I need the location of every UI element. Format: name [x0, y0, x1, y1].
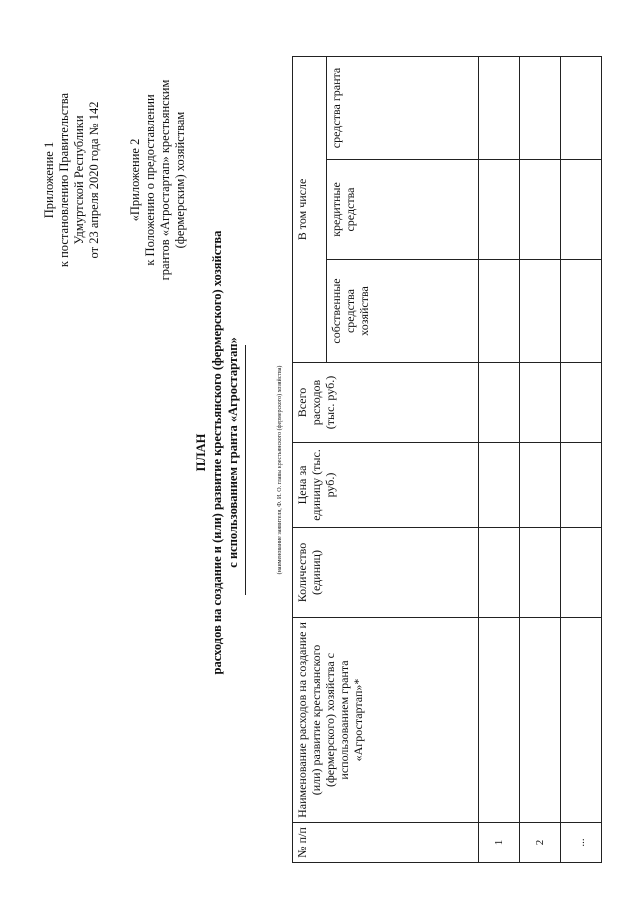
- table-cell: [561, 618, 602, 823]
- plan-title-line: ПЛАН: [194, 433, 208, 472]
- header-expense-name: Наименование расходов на создание и (или) развитие крестьянского (фермерского) хозяйства с использованием гранта «Агростартап»*: [293, 618, 479, 823]
- appendix-1-line: Приложение 1: [42, 141, 56, 219]
- header-own-funds: собственные средства хозяйства: [327, 260, 479, 363]
- header-including: В том числе: [293, 56, 327, 362]
- plan-title-line: расходов на создание и (или) развитие крестьянского (фермерского) хозяйства: [210, 230, 224, 675]
- table-cell: [479, 160, 520, 260]
- row-number: 1: [479, 823, 520, 863]
- appendix-1-header: [42, 45, 102, 315]
- appendix-1-line: от 23 апреля 2020 года № 142: [87, 101, 101, 259]
- header-unit-price: Цена за единицу (тыс. руб.): [293, 443, 479, 528]
- appendix-2-line: к Положению о предоставлении: [143, 94, 157, 266]
- table-cell: [561, 443, 602, 528]
- table-cell: [520, 56, 561, 159]
- header-num: № п/п: [293, 823, 479, 863]
- applicant-name-caption: (наименование заявителя, Ф. И. О. главы крестьянского (фермерского) хозяйства): [277, 365, 283, 575]
- table-cell: [479, 528, 520, 618]
- table-cell: [561, 260, 602, 363]
- table-cell: [561, 528, 602, 618]
- row-number: 2: [520, 823, 561, 863]
- table-row: [479, 56, 520, 862]
- table-cell: [479, 363, 520, 443]
- table-row: [520, 56, 561, 862]
- table-cell: [520, 443, 561, 528]
- table-cell: [479, 618, 520, 823]
- appendix-1-line: к постановлению Правительства: [57, 92, 71, 268]
- table-cell: [479, 260, 520, 363]
- row-number: ...: [561, 823, 602, 863]
- header-total: Всего расходов (тыс. руб.): [293, 363, 479, 443]
- applicant-name-line: [245, 345, 246, 595]
- expense-plan-table: [292, 56, 602, 863]
- table-row: [561, 56, 602, 862]
- appendix-2-header: [128, 45, 188, 315]
- table-cell: [520, 528, 561, 618]
- appendix-2-line: грантов «Агростартап» крестьянским: [158, 79, 172, 281]
- table-cell: [561, 160, 602, 260]
- header-quantity: Количество (единиц): [293, 528, 479, 618]
- table-cell: [520, 260, 561, 363]
- appendix-2-line: (фермерским) хозяйствам: [173, 111, 187, 249]
- plan-title: [193, 80, 241, 825]
- table-cell: [561, 363, 602, 443]
- table-cell: [479, 443, 520, 528]
- table-cell: [479, 56, 520, 159]
- appendix-2-line: «Приложение 2: [128, 138, 142, 222]
- appendix-1-line: Удмуртской Республики: [72, 115, 86, 245]
- header-credit-funds: кредитные средства: [327, 160, 479, 260]
- table-cell: [561, 56, 602, 159]
- header-grant-funds: средства гранта: [327, 56, 479, 159]
- plan-title-line: с использованием гранта «Агростартап»: [226, 337, 240, 568]
- table-cell: [520, 618, 561, 823]
- table-cell: [520, 160, 561, 260]
- table-cell: [520, 363, 561, 443]
